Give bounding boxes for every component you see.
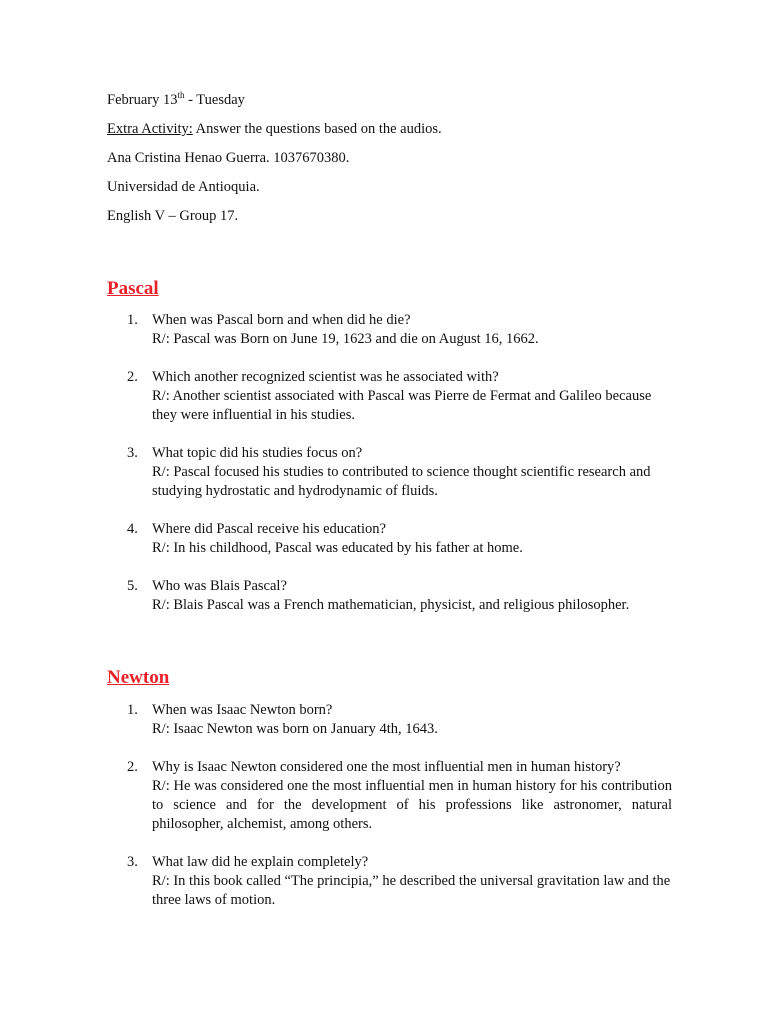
answer-text: R/: He was considered one the most influential men in human history for his contribution to science and for the development of his professions like astronomer, natural philosopher, alchemist, among others. [152, 778, 672, 832]
item-number: 4. [127, 521, 138, 537]
item-number: 1. [127, 702, 138, 718]
answer-text: R/: Another scientist associated with Pascal was Pierre de Fermat and Galileo because they were influential in his studies. [152, 388, 652, 423]
question-text: What law did he explain completely? [152, 854, 369, 870]
list-item [127, 853, 672, 910]
item-number: 2. [127, 369, 138, 385]
list-item [127, 444, 672, 501]
list-item [127, 577, 672, 615]
activity-label: Extra Activity: [107, 121, 193, 137]
question-text: Why is Isaac Newton considered one the most influential men in human history? [152, 759, 621, 775]
activity-line [107, 120, 707, 139]
date-text: February 13 [107, 92, 178, 108]
question-text: Who was Blais Pascal? [152, 578, 287, 594]
qa-list-pascal [127, 311, 672, 634]
answer-text: R/: Pascal focused his studies to contributed to science thought scientific research and studying hydrostatic and hydrodynamic of fluids. [152, 464, 651, 499]
university-line: Universidad de Antioquia. [107, 179, 260, 195]
date-ordinal: th [177, 90, 185, 101]
list-item [127, 311, 672, 349]
activity-text: Answer the questions based on the audios. [192, 121, 442, 137]
question-text: Which another recognized scientist was he associated with? [152, 369, 499, 385]
section-title-pascal: Pascal [107, 278, 159, 299]
course-line: English V – Group 17. [107, 208, 239, 224]
list-item [127, 701, 672, 739]
question-text: When was Pascal born and when did he die? [152, 312, 411, 328]
student-line: Ana Cristina Henao Guerra. 1037670380. [107, 150, 350, 166]
item-number: 3. [127, 445, 138, 461]
answer-text: R/: Pascal was Born on June 19, 1623 and die on August 16, 1662. [152, 331, 539, 347]
document-header [107, 91, 707, 236]
qa-list-newton [127, 701, 672, 929]
date-line [107, 91, 707, 110]
item-number: 1. [127, 312, 138, 328]
item-number: 3. [127, 854, 138, 870]
item-number: 2. [127, 759, 138, 775]
answer-text: R/: Isaac Newton was born on January 4th, 1643. [152, 721, 438, 737]
list-item [127, 368, 672, 425]
answer-text: R/: Blais Pascal was a French mathematician, physicist, and religious philosopher. [152, 597, 630, 613]
question-text: What topic did his studies focus on? [152, 445, 363, 461]
section-title-newton: Newton [107, 667, 170, 688]
item-number: 5. [127, 578, 138, 594]
question-text: Where did Pascal receive his education? [152, 521, 386, 537]
list-item [127, 758, 672, 834]
date-weekday: - Tuesday [184, 92, 245, 108]
question-text: When was Isaac Newton born? [152, 702, 333, 718]
answer-text: R/: In his childhood, Pascal was educated by his father at home. [152, 540, 523, 556]
answer-text: R/: In this book called “The principia,” he described the universal gravitation law and the three laws of motion. [152, 873, 671, 908]
list-item [127, 520, 672, 558]
